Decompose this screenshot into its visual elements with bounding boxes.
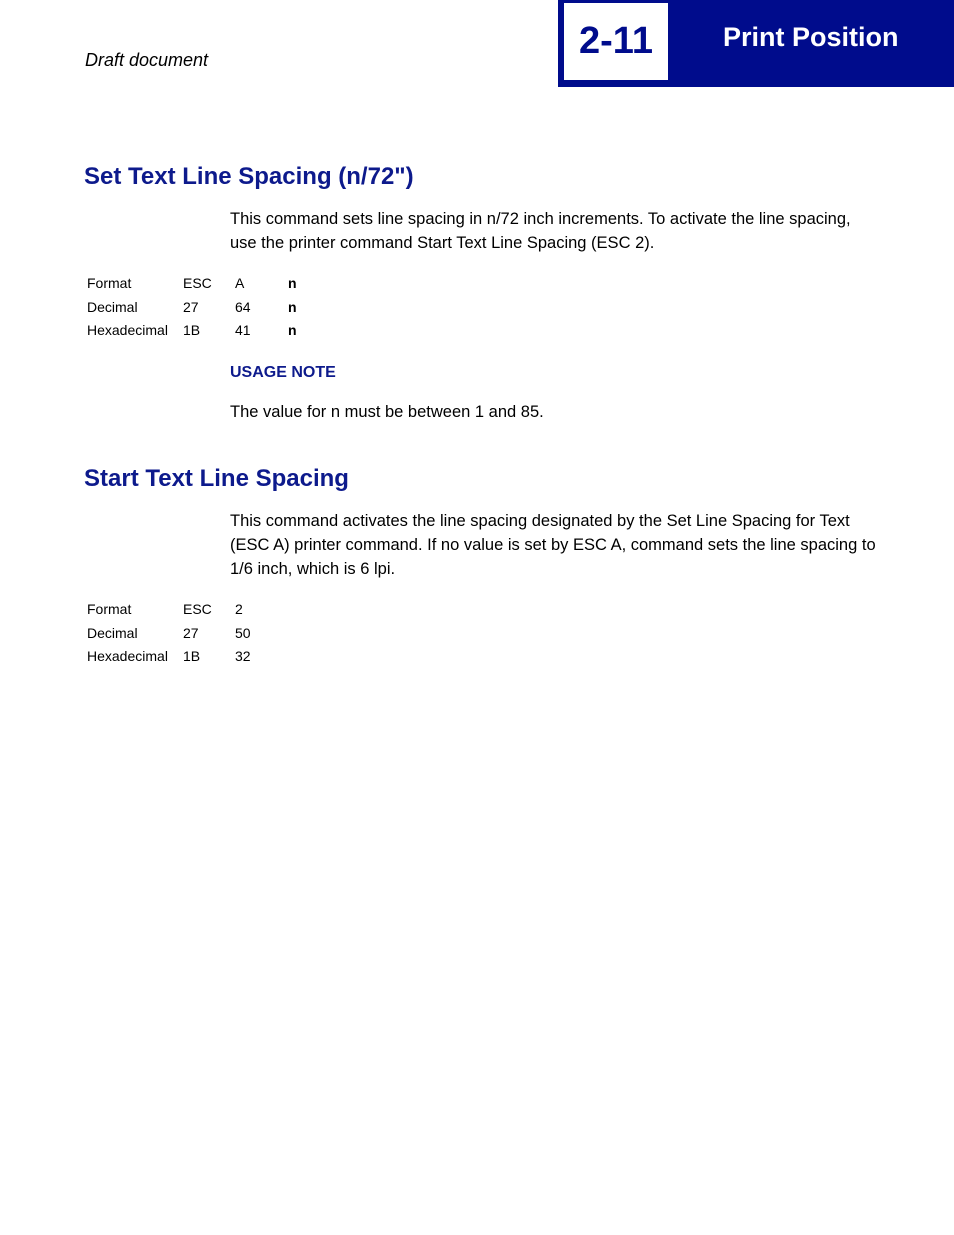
table-cell: Format bbox=[87, 275, 132, 291]
table-cell: 1B bbox=[183, 648, 201, 664]
table-cell: 1B bbox=[183, 322, 201, 338]
table-cell: ESC bbox=[183, 275, 212, 291]
chapter-title: Print Position bbox=[723, 22, 899, 52]
table-cell: Format bbox=[87, 601, 132, 617]
table-cell: 32 bbox=[235, 648, 251, 664]
section-title-set-line-spacing: Set Text Line Spacing (n/72") bbox=[84, 163, 414, 190]
table-cell: 27 bbox=[183, 298, 199, 315]
table-cell: n bbox=[288, 298, 297, 315]
section1-body: This command sets line spacing in n/72 inch increments. To activate the line spacing, use the printer command Start Text Line Spacing (ESC 2). bbox=[230, 210, 851, 252]
section-title-start-line-spacing: Start Text Line Spacing bbox=[84, 465, 349, 492]
table-cell: 64 bbox=[235, 298, 251, 315]
draft-label: Draft document bbox=[85, 50, 209, 70]
table-cell: 50 bbox=[235, 624, 251, 641]
table-cell: 41 bbox=[235, 322, 251, 338]
table-cell: A bbox=[235, 275, 245, 291]
table-cell: Hexadecimal bbox=[87, 322, 168, 338]
table-cell: Decimal bbox=[87, 298, 138, 315]
table-cell: n bbox=[288, 275, 297, 291]
table-cell: 2 bbox=[235, 601, 243, 617]
section2-body: This command activates the line spacing designated by the Set Line Spacing for Text (ESC A) printer command. If no value is set by ESC A, command sets the line spacing to 1/6 inch, which is 6 lpi. bbox=[230, 512, 876, 578]
table-cell: n bbox=[288, 322, 297, 338]
table-cell: Hexadecimal bbox=[87, 648, 168, 664]
table-cell: 27 bbox=[183, 624, 199, 641]
usage-note-heading: USAGE NOTE bbox=[230, 364, 336, 381]
page-number: 2-11 bbox=[564, 3, 668, 80]
usage-note-text: The value for n must be between 1 and 85. bbox=[230, 403, 544, 421]
table-cell: Decimal bbox=[87, 624, 138, 641]
table-cell: ESC bbox=[183, 601, 212, 617]
